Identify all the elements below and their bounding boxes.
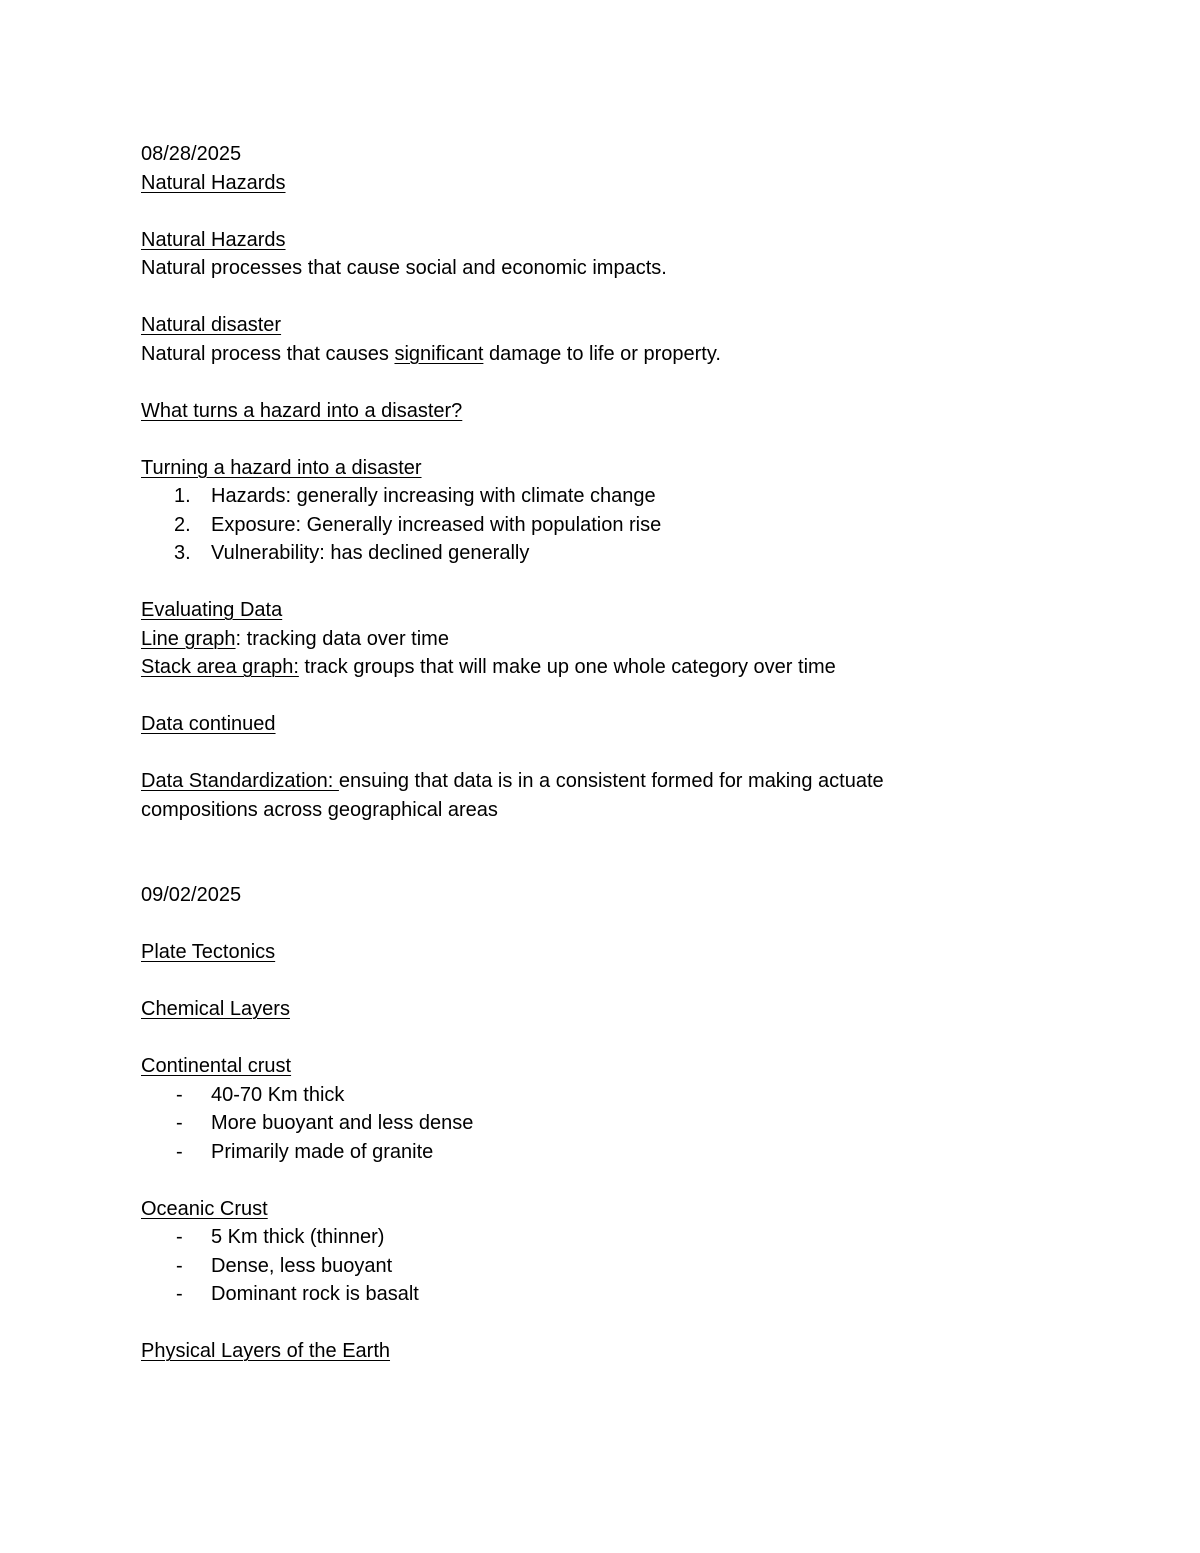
definition-natural-hazards: Natural processes that cause social and economic impacts. — [141, 257, 667, 279]
spacer — [141, 1309, 1101, 1338]
spacer — [141, 1166, 1101, 1195]
list-item-text: Dense, less buoyant — [211, 1254, 393, 1277]
heading-natural-disaster: Natural disaster — [141, 314, 282, 336]
term-data-standardization — [141, 767, 961, 824]
term-definition: : tracking data over time — [235, 627, 449, 650]
list-item-text: 40-70 Km thick — [211, 1083, 345, 1106]
list-item — [141, 1252, 1101, 1281]
spacer — [141, 368, 1101, 397]
list-item-text: More buoyant and less dense — [211, 1112, 474, 1134]
list-bullet: - — [176, 1083, 183, 1106]
spacer — [141, 682, 1101, 711]
term-label: Line graph — [141, 627, 236, 650]
term-line-graph — [141, 625, 1101, 654]
date-2: 09/02/2025 — [141, 884, 242, 906]
term-stack-area-graph — [141, 653, 1101, 682]
list-item — [141, 1081, 1101, 1110]
list-number: 2. — [174, 513, 191, 536]
list-bullet: - — [176, 1254, 183, 1277]
list-bullet: - — [176, 1283, 183, 1305]
definition-text: damage to life or property. — [483, 342, 721, 365]
term-definition: track groups that will make up one whole category over time — [298, 656, 836, 678]
spacer — [141, 1024, 1101, 1053]
heading-continental-crust: Continental crust — [141, 1055, 292, 1077]
list-item-text: 5 Km thick (thinner) — [211, 1226, 385, 1248]
list-bullet: - — [176, 1226, 183, 1248]
list-item — [141, 539, 1101, 568]
spacer — [141, 739, 1101, 768]
heading-chemical-layers: Chemical Layers — [141, 998, 290, 1020]
list-bullet: - — [176, 1112, 183, 1134]
list-item — [141, 1109, 1101, 1138]
term-label: Data Standardization: — [141, 770, 339, 792]
list-item — [141, 1223, 1101, 1252]
section-title-natural-hazards: Natural Hazards — [141, 171, 286, 194]
spacer — [141, 824, 1101, 853]
heading-turning-hazard: Turning a hazard into a disaster — [141, 456, 422, 479]
spacer — [141, 283, 1101, 312]
list-item-text: Dominant rock is basalt — [211, 1283, 419, 1305]
heading-evaluating-data: Evaluating Data — [141, 599, 283, 621]
heading-natural-hazards: Natural Hazards — [141, 228, 286, 251]
heading-data-continued: Data continued — [141, 713, 276, 735]
definition-text: Natural process that causes — [141, 342, 389, 365]
document-page — [141, 140, 1101, 1366]
definition-natural-disaster — [141, 340, 1101, 369]
heading-oceanic-crust: Oceanic Crust — [141, 1197, 268, 1220]
list-item-text: Exposure: Generally increased with population rise — [211, 513, 662, 536]
date-1: 08/28/2025 — [141, 143, 242, 165]
list-item — [141, 511, 1101, 540]
list-item-text: Primarily made of granite — [211, 1140, 434, 1163]
term-label: Stack area graph: — [141, 656, 299, 678]
list-number: 3. — [174, 542, 191, 564]
heading-question: What turns a hazard into a disaster? — [141, 399, 463, 422]
emphasis-significant: significant — [394, 342, 484, 365]
list-number: 1. — [174, 485, 191, 507]
spacer — [141, 853, 1101, 882]
section-title-plate-tectonics: Plate Tectonics — [141, 941, 276, 963]
list-item-text: Hazards: generally increasing with climate change — [211, 485, 656, 507]
list-item — [141, 1280, 1101, 1309]
term-definition: ensuing that data is in a consistent formed for making actuate compositions across geographical areas — [141, 770, 884, 821]
spacer — [141, 568, 1101, 597]
heading-physical-layers: Physical Layers of the Earth — [141, 1340, 391, 1362]
list-item-text: Vulnerability: has declined generally — [211, 542, 530, 564]
list-item — [141, 482, 1101, 511]
spacer — [141, 425, 1101, 454]
spacer — [141, 967, 1101, 996]
spacer — [141, 910, 1101, 939]
list-item — [141, 1138, 1101, 1167]
list-bullet: - — [176, 1140, 183, 1163]
spacer — [141, 197, 1101, 226]
